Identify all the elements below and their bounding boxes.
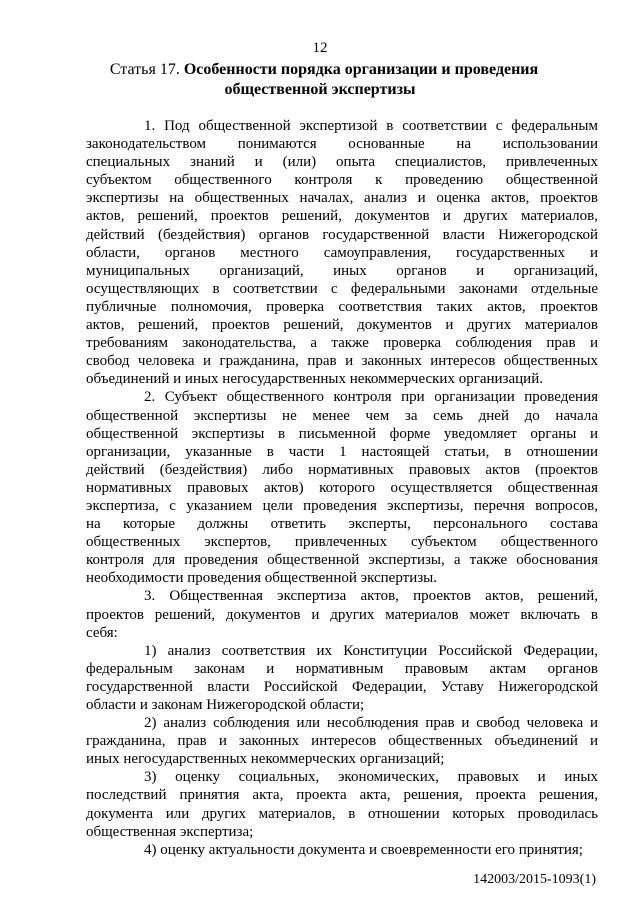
paragraph-line: гражданина, прав и законных интересов общественных объединений и bbox=[86, 733, 598, 750]
paragraph-line: федеральным законам и нормативным правовым актам органов bbox=[86, 660, 598, 677]
paragraph-line: свобод человека и гражданина, прав и законных интересов общественных bbox=[86, 353, 598, 370]
paragraph-line: актов, решений, проектов решений, документов и других материалов bbox=[86, 317, 598, 334]
paragraph-line: действий (бездействия) либо нормативных правовых актов (проектов bbox=[86, 461, 598, 478]
article-heading bbox=[0, 60, 640, 100]
paragraph-line: специальных знаний и (или) опыта специалистов, привлеченных bbox=[86, 154, 598, 171]
article-title-line-2: общественной экспертизы bbox=[224, 81, 416, 98]
paragraph-line: 2. Субъект общественного контроля при организации проведения bbox=[144, 389, 598, 406]
paragraph-line: требованиям законодательства, а также проверка соблюдения прав и bbox=[86, 335, 598, 352]
paragraph-line: общественной экспертизы не менее чем за семь дней до начала bbox=[86, 407, 598, 424]
paragraph bbox=[86, 388, 598, 587]
paragraph bbox=[86, 642, 598, 714]
paragraph-line: документа или других материалов, в отношении которых проводилась bbox=[86, 805, 598, 822]
paragraph-line: экспертизы на общественных началах, анализ и оценка актов, проектов bbox=[86, 190, 598, 207]
paragraph-line: общественная экспертиза; bbox=[86, 823, 254, 840]
paragraph-line: действий (бездействия) органов государственной власти Нижегородской bbox=[86, 226, 598, 243]
paragraph-line: объединений и иных негосударственных некоммерческих организаций. bbox=[86, 371, 543, 388]
paragraph-line: государственной власти Российской Федерации, Уставу Нижегородской bbox=[86, 678, 598, 695]
paragraph bbox=[86, 117, 598, 388]
paragraph bbox=[86, 841, 598, 859]
paragraph-line: себя: bbox=[86, 624, 118, 641]
paragraph-line: осуществляющих в соответствии с федеральными законами отдельные bbox=[86, 280, 598, 297]
paragraph-line: проектов решений, документов и других материалов может включать в bbox=[86, 606, 598, 623]
paragraph-line: законодательством понимаются основанные на использовании bbox=[86, 136, 598, 153]
article-heading-line-1 bbox=[0, 60, 640, 80]
paragraph-line: необходимости проведения общественной экспертизы. bbox=[86, 570, 437, 587]
paragraph-line: общественных экспертов, привлеченных субъектом общественного bbox=[86, 534, 598, 551]
paragraph-line: общественной экспертизы в письменной форме уведомляет органы и bbox=[86, 425, 598, 442]
paragraph-line: 1) анализ соответствия их Конституции Российской Федерации, bbox=[144, 642, 598, 659]
paragraph-line: на которые должны ответить эксперты, персонального состава bbox=[86, 516, 598, 533]
paragraph-line: 2) анализ соблюдения или несоблюдения прав и свобод человека и bbox=[144, 715, 598, 732]
paragraph-line: иных негосударственных некоммерческих организаций; bbox=[86, 751, 445, 768]
paragraph-line: муниципальных организаций, иных органов и организаций, bbox=[86, 262, 598, 279]
paragraph-line: 3. Общественная экспертиза актов, проектов актов, решений, bbox=[144, 588, 598, 605]
article-number: Статья 17. bbox=[109, 61, 184, 78]
paragraph bbox=[86, 768, 598, 840]
article-body bbox=[86, 117, 598, 859]
paragraph-line: 4) оценку актуальности документа и своевременности его принятия; bbox=[144, 841, 583, 858]
document-code: 142003/2015-1093(1) bbox=[473, 872, 596, 887]
article-title-line-1: Особенности порядка организации и проведения bbox=[183, 61, 539, 78]
paragraph-line: публичные полномочия, проверка соответствия таких актов, проектов bbox=[86, 298, 598, 315]
paragraph-line: нормативных правовых актов) которого осуществляется общественная bbox=[86, 479, 598, 496]
paragraph-line: области, органов местного самоуправления, государственных и bbox=[86, 244, 598, 261]
paragraph-line: экспертиза, с указанием цели проведения экспертизы, перечня вопросов, bbox=[86, 497, 598, 514]
paragraph bbox=[86, 587, 598, 641]
paragraph-line: 3) оценку социальных, экономических, правовых и иных bbox=[144, 769, 598, 786]
paragraph bbox=[86, 714, 598, 768]
paragraph-line: области и законам Нижегородской области; bbox=[86, 697, 365, 713]
paragraph-line: организации, указанные в части 1 настоящей статьи, в отношении bbox=[86, 443, 598, 460]
paragraph-line: 1. Под общественной экспертизой в соответствии с федеральным bbox=[144, 118, 598, 134]
paragraph-line: субъектом общественного контроля к проведению общественной bbox=[86, 172, 598, 189]
paragraph-line: последствий принятия акта, проекта акта, решения, проекта решения, bbox=[86, 787, 598, 804]
paragraph-line: актов, решений, проектов решений, документов и других материалов, bbox=[86, 208, 598, 225]
paragraph-line: контроля для проведения общественной экспертизы, а также обоснования bbox=[86, 552, 598, 569]
page-number: 12 bbox=[312, 40, 328, 56]
